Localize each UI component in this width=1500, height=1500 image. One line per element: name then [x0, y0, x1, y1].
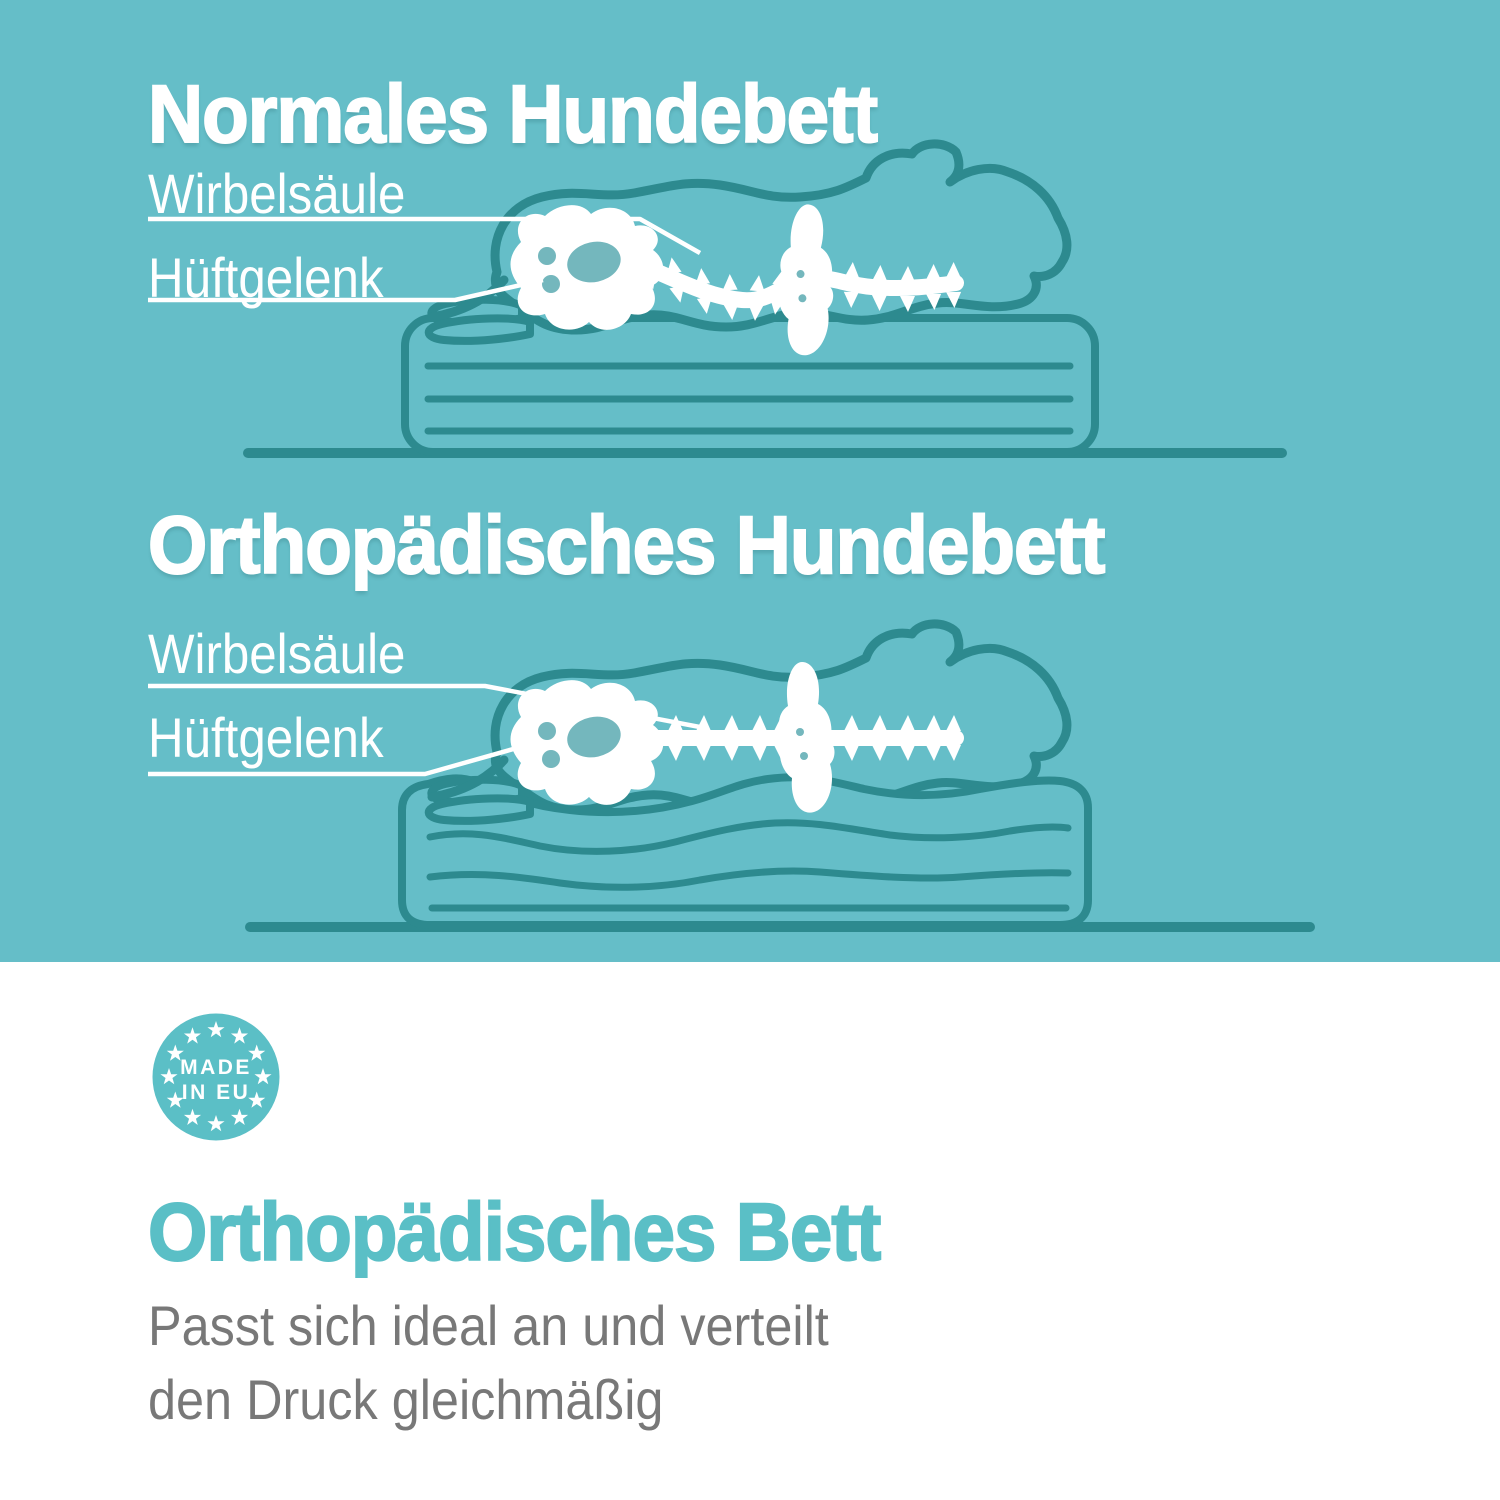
footer-text-line1: Passt sich ideal an und verteilt: [148, 1294, 829, 1357]
label-hip-ortho: Hüftgelenk: [148, 706, 384, 769]
section-normal-title: Normales Hundebett: [148, 69, 878, 160]
made-in-eu-badge: [150, 1011, 282, 1143]
label-hip-normal: Hüftgelenk: [148, 246, 384, 309]
label-spine-ortho: Wirbelsäule: [148, 622, 406, 685]
footer-text-line2: den Druck gleichmäßig: [148, 1368, 664, 1431]
section-ortho-title: Orthopädisches Hundebett: [148, 500, 1105, 591]
badge-text-line1: MADE: [180, 1056, 252, 1079]
footer-title: Orthopädisches Bett: [148, 1187, 881, 1278]
normal-bed-illustration: [0, 0, 1500, 470]
badge-text-line2: IN EU: [181, 1081, 251, 1104]
label-spine-normal: Wirbelsäule: [148, 162, 406, 225]
